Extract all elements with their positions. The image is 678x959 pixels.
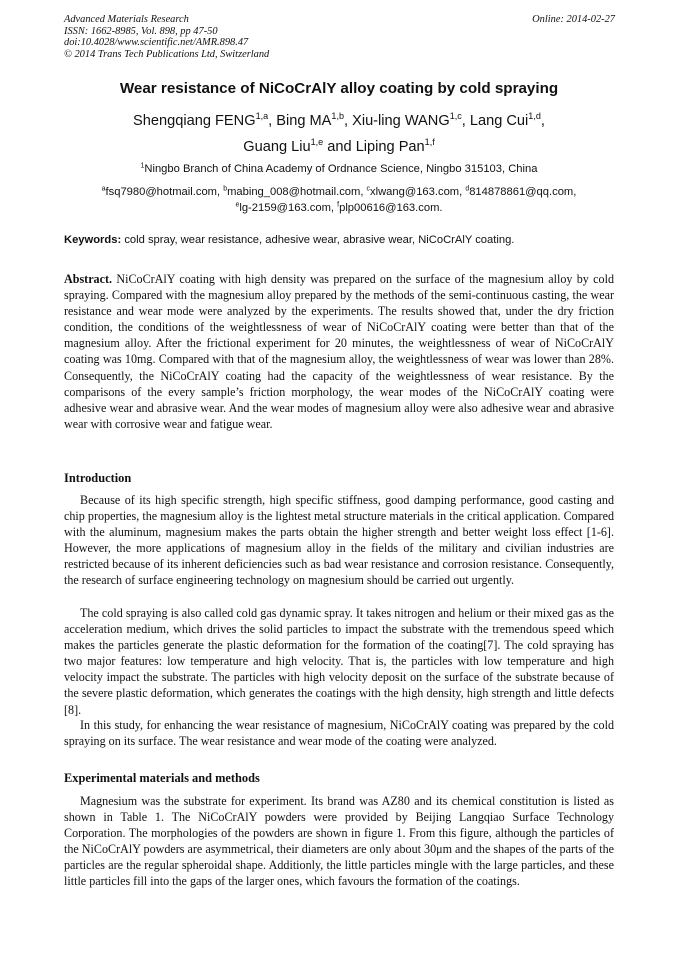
copyright-line: © 2014 Trans Tech Publications Ltd, Switzerland [64, 48, 270, 60]
issn-line: ISSN: 1662-8985, Vol. 898, pp 47-50 [64, 25, 218, 37]
doi-line: doi:10.4028/www.scientific.net/AMR.898.47 [64, 37, 249, 49]
online-date: Online: 2014-02-27 [532, 14, 615, 25]
email-sup: d [465, 185, 470, 193]
author-name: Bing MA [276, 113, 332, 129]
affiliation [40, 162, 638, 176]
email-address: fsq7980@hotmail.com, [105, 186, 221, 198]
keywords-label: Keywords: [64, 234, 122, 246]
author-line-1: Shengqiang FENG$^{1,a}$, Bing MA$^{1,b}$, Xiu-ling WANG$^{1,c}$, Lang Cui$^{1,d}$, [133, 111, 545, 129]
author-sup: 1,f [424, 137, 435, 148]
email-sup: a [101, 185, 106, 193]
email-sup: f [337, 201, 340, 209]
abstract [64, 271, 614, 432]
keywords [64, 233, 624, 247]
journal-header [64, 14, 269, 60]
email-address: plp00616@163.com. [339, 202, 443, 214]
author-conjunction: and [327, 139, 352, 155]
author-sup: 1,e [310, 137, 324, 148]
abstract-label: Abstract. [64, 272, 113, 286]
methods-heading: Experimental materials and methods [64, 771, 260, 785]
email-sup: e [235, 201, 240, 209]
abstract-text: NiCoCrAlY coating with high density was prepared on the surface of the magnesium alloy by cold spraying. Compared with the magnesium alloy prepared by the methods of the semi-continuous casting, the wear resistance and wear mode were analyzed by the experiments. The results showed that, under the dry friction condition, the conditions of the weightlessness of wear of NiCoCrAlY coating were better than that of the magnesium alloy. After the frictional experiment for 20 minutes, the weightlessness of wear of NiCoCrAlY coating was 10mg. Compared with that of the magnesium alloy, the weightlessness of wear was lower than 28%. Consequently, the NiCoCrAlY coating had the capacity of the weightlessness of wear resistance. By the comparisons of the every sample’s friction morphology, the wear modes of the NiCoCrAlY coating were adhesive wear and abrasive wear. And the wear modes of magnesium alloy were also adhesive wear and abrasive wear with corrosive wear and fatigue wear. [64, 272, 614, 431]
affiliation-sup: 1 [140, 162, 145, 170]
author-list [60, 108, 618, 160]
email-address: mabing_008@hotmail.com, [227, 186, 364, 198]
paper-title: Wear resistance of NiCoCrAlY alloy coating by cold spraying [119, 80, 559, 97]
author-line-2 [60, 134, 618, 160]
email-sup: c [366, 185, 371, 193]
author-name: Lang Cui [469, 113, 529, 129]
author-name: Shengqiang FENG [133, 113, 256, 129]
author-name: Liping Pan [355, 139, 425, 155]
email-list [40, 184, 638, 216]
email-address: 814878861@qq.com, [469, 186, 577, 198]
author-sup: 1,b [331, 111, 344, 122]
email-line-2 [40, 200, 638, 216]
author-name: Guang Liu [243, 139, 311, 155]
journal-name: Advanced Materials Research [64, 14, 189, 25]
email-line-1 [40, 184, 638, 200]
intro-paragraph-2: The cold spraying is also called cold gas dynamic spray. It takes nitrogen and helium or their mixed gas as the acceleration medium, which drives the solid particles to impact the substrate with the tremendous speed which makes the particles generate the plastic deformation for the formation of the coating[7]. The cold spraying has two major features: low temperature and high velocity. That is, the particles with low temperature and high velocity impact the substrate. The particles with high velocity deposit on the surface of the substrate because of the severe plastic deformation, which generates the coatings with the high density, high strength and little defects [8]. [64, 606, 614, 717]
intro-paragraph-3: In this study, for enhancing the wear resistance of magnesium, NiCoCrAlY coating was prepared by the cold spraying on its surface. The wear resistance and wear mode of the coating were analyzed. [64, 718, 614, 749]
author-name: Xiu-ling WANG [352, 113, 450, 129]
methods-paragraph-1: Magnesium was the substrate for experiment. Its brand was AZ80 and its chemical constitution is listed as shown in Table 1. The NiCoCrAlY powders were provided by Beijing Langqiao Surface Technology Corporation. The morphologies of the powders are shown in figure 1. From this figure, although the particles of the NiCoCrAlY powders are asymmetrical, their diameters are only about 30μm and the shapes of the parts of the particles are the regular spheroidal shape. Additionly, the little particles mingle with the large particles, and these little particles fill into the gaps of the larger ones, which favours the formation of the coatings. [64, 794, 614, 889]
keywords-text: cold spray, wear resistance, adhesive wear, abrasive wear, NiCoCrAlY coating. [124, 234, 515, 246]
introduction-heading: Introduction [64, 471, 132, 485]
affiliation-text: Ningbo Branch of China Academy of Ordnance Science, Ningbo 315103, China [144, 163, 538, 175]
email-address: lg-2159@163.com, [239, 202, 335, 214]
author-sup: 1,d [528, 111, 541, 122]
author-sup: 1,c [449, 111, 462, 122]
email-address: xlwang@163.com, [370, 186, 463, 198]
email-sup: b [223, 185, 228, 193]
intro-paragraph-1: Because of its high specific strength, high specific stiffness, good damping performance, good casting and chip properties, the magnesium alloy is the lightest metal structure materials in the critical application. Compared with the aluminum, magnesium makes the parts obtain the higher strength and better weight loss effect [1-6]. However, the more applications of magnesium alloy in the fields of the military and civilian industries are restricted because of its inherent deficiencies such as bad wear resistance and corrosion resistance. Consequently, the research of surface engineering technology on magnesium should be carried out urgently. [64, 493, 614, 588]
author-sup: 1,a [255, 111, 269, 122]
